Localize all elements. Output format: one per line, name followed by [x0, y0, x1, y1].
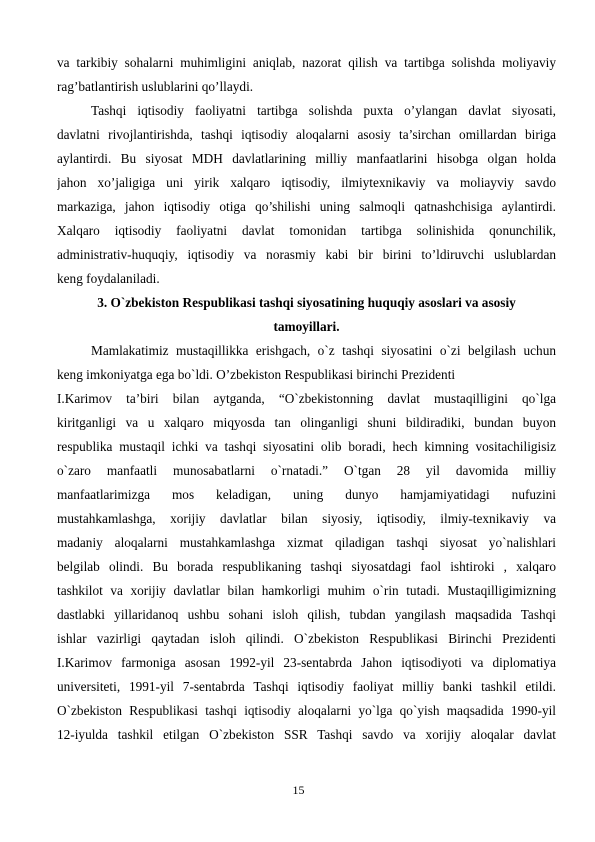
paragraph-line: rag’batlantirish uslublarini qo’llaydi.: [57, 79, 254, 94]
paragraph-line: jahon xo’jaligiga uni yirik xalqaro iqtisodiy, ilmiytexnikaviy va moliayviy savdo: [57, 175, 556, 190]
paragraph-line: administrativ-huquqiy, iqtisodiy va norasmiy kabi bir birini to’ldiruvchi uslublardan: [57, 247, 556, 262]
paragraph-line: keng foydalaniladi.: [57, 271, 160, 286]
paragraph-line: dastlabki yillaridanoq ushbu sohani isloh qilish, tubdan yangilash maqsadida Tashqi: [57, 607, 556, 622]
paragraph-line: I.Karimov farmoniga asosan 1992-yil 23-sentabrda Jahon iqtisodiyoti va diplomatiya: [57, 655, 556, 670]
paragraph-line: aylantirdi. Bu siyosat MDH davlatlarining milliy manfaatlarini hisobga olgan holda: [57, 151, 556, 166]
paragraph-line: O`zbekiston Respublikasi tashqi iqtisodiy aloqalarni yo`lga qo`yish maqsadida 1990-yil: [57, 703, 556, 718]
section-heading: 3. O`zbekiston Respublikasi tashqi siyosatining huquqiy asoslari va asosiy: [97, 295, 516, 310]
paragraph-line: Xalqaro iqtisodiy faoliyatni davlat tomonidan tartibga solinishida qonunchilik,: [57, 223, 556, 238]
paragraph-line: 12-iyulda tashkil etilgan O`zbekiston SSR Tashqi savdo va xorijiy aloqalar davlat: [57, 727, 556, 742]
paragraph-line: madaniy aloqalarni mustahkamlashga xizmat qiladigan tashqi siyosat yo`nalishlari: [57, 535, 556, 550]
page-number: 15: [292, 783, 305, 797]
document-page: [57, 51, 556, 747]
paragraph-line: markaziga, jahon iqtisodiy otiga qo’shilishi uning salmoqli qatnashchisiga aylantirdi.: [57, 199, 556, 214]
paragraph-line: mustahkamlashga, xorijiy davlatlar bilan siyosiy, iqtisodiy, ilmiy-texnikaviy va: [57, 511, 556, 526]
page-number-container: [0, 783, 595, 797]
paragraph-line: manfaatlarimizga mos keladigan, uning dunyo hamjamiyatidagi nufuzini: [57, 487, 556, 502]
paragraph-line: keng imkoniyatga ega bo`ldi. O’zbekiston Respublikasi birinchi Prezidenti: [57, 367, 456, 382]
paragraph-line: belgilab olindi. Bu borada respublikaning tashqi siyosatdagi faol ishtiroki , xalqaro: [57, 559, 556, 574]
paragraph-line: davlatni rivojlantirishda, tashqi iqtisodiy aloqalarni asosiy ta’sirchan omillardan biriga: [57, 127, 556, 142]
paragraph-line: tashkilot va xorijiy davlatlar bilan hamkorligi muhim o`rin tutadi. Mustaqilligimizning: [57, 583, 556, 598]
paragraph-line: Mamlakatimiz mustaqillikka erishgach, o`z tashqi siyosatini o`zi belgilash uchun: [91, 343, 556, 358]
paragraph-line: universiteti, 1991-yil 7-sentabrda Tashqi iqtisodiy faoliyat milliy banki tashkil etildi.: [57, 679, 556, 694]
paragraph-line: respublika mustaqil ichki va tashqi siyosatini olib boradi, hech kimning vositachiligisiz: [57, 439, 556, 454]
paragraph-line: Tashqi iqtisodiy faoliyatni tartibga solishda puxta o’ylangan davlat siyosati,: [91, 103, 556, 118]
paragraph-line: va tarkibiy sohalarni muhimligini aniqlab, nazorat qilish va tartibga solishda moliyaviy: [57, 55, 556, 70]
paragraph-line: I.Karimov ta’biri bilan aytganda, “O`zbekistonning davlat mustaqilligini qo`lga: [57, 391, 556, 406]
paragraph-line: kiritganligi va u xalqaro miqyosda tan olinganligi shuni bildiradiki, bundan buyon: [57, 415, 556, 430]
section-heading: tamoyillari.: [273, 319, 340, 334]
paragraph-line: ishlar vazirligi qaytadan isloh qilindi. O`zbekiston Respublikasi Birinchi Prezidenti: [57, 631, 556, 646]
paragraph-line: o`zaro manfaatli munosabatlarni o`rnatadi.” O`tgan 28 yil davomida milliy: [57, 463, 556, 478]
